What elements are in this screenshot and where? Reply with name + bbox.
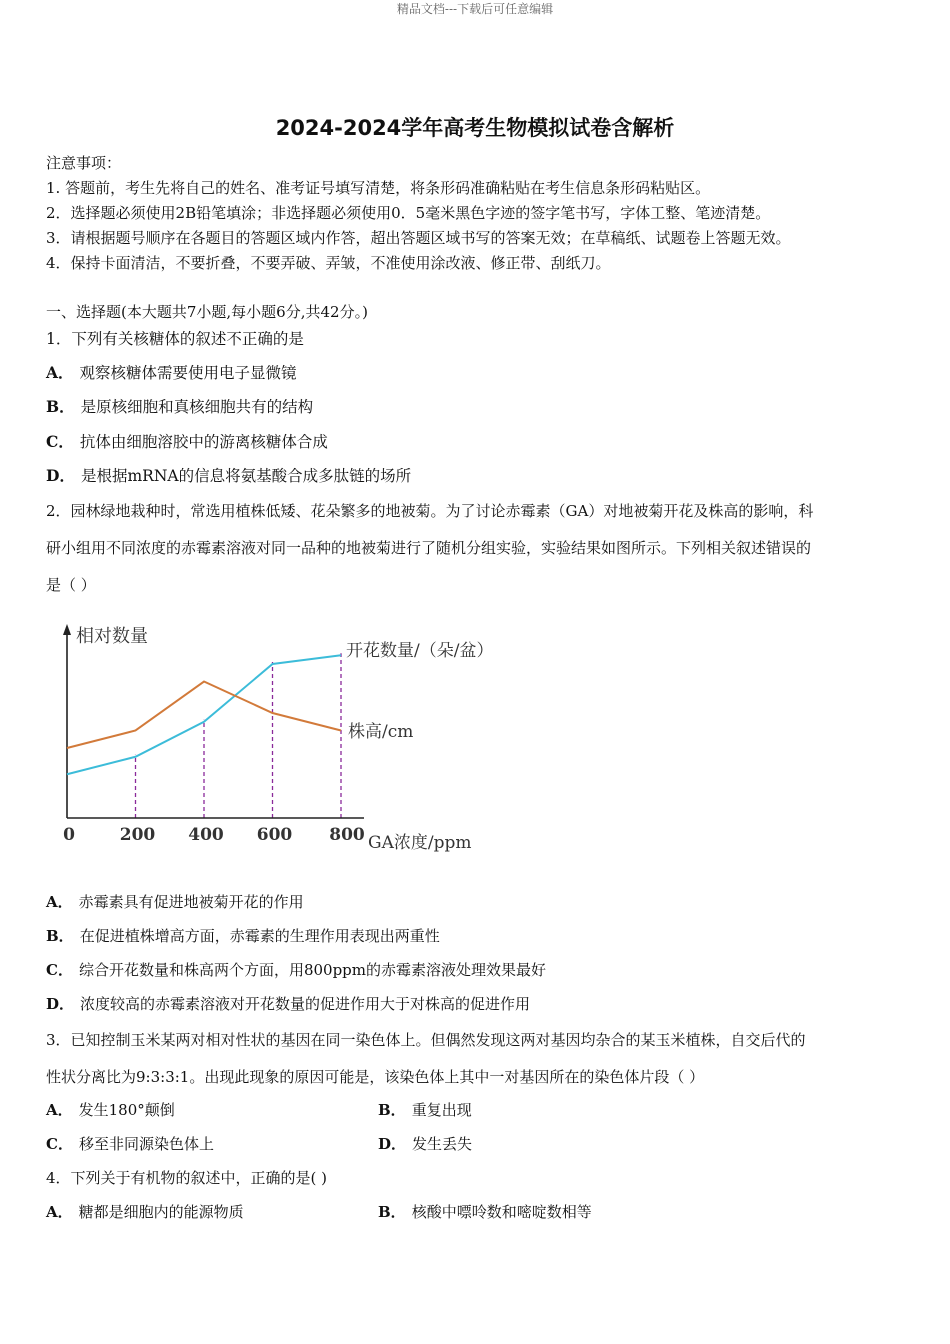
q2-option-a xyxy=(46,891,304,912)
option-label: D． xyxy=(46,995,75,1013)
q1-option-c xyxy=(46,430,328,452)
question-2-stem: 2．园林绿地栽种时，常选用植株低矮、花朵繁多的地被菊。为了讨论赤霉素（GA）对地被菊开花及株高的影响，科 xyxy=(46,502,814,520)
option-label: C． xyxy=(46,432,74,451)
option-text: 发生丢失 xyxy=(412,1135,473,1153)
option-text: 是原核细胞和真核细胞共有的结构 xyxy=(80,398,314,416)
question-1-stem: 1．下列有关核糖体的叙述不正确的是 xyxy=(46,330,304,348)
option-label: B． xyxy=(378,1101,406,1119)
question-4-stem: 4．下列关于有机物的叙述中，正确的是( ) xyxy=(46,1169,328,1187)
notice-item: 3．请根据题号顺序在各题目的答题区域内作答，超出答题区域书写的答案无效；在草稿纸、试题卷上答题无效。 xyxy=(46,229,791,247)
option-label: B． xyxy=(46,927,74,945)
option-label: B． xyxy=(46,397,75,416)
option-text: 核酸中嘌呤数和嘧啶数相等 xyxy=(411,1203,592,1221)
option-text: 移至非同源染色体上 xyxy=(78,1135,214,1153)
q2-option-b xyxy=(46,925,440,946)
option-label: A． xyxy=(46,1203,73,1221)
q3-option-c xyxy=(46,1133,214,1154)
option-label: A． xyxy=(46,1101,73,1119)
option-text: 赤霉素具有促进地被菊开花的作用 xyxy=(78,893,304,911)
option-label: B． xyxy=(378,1203,406,1221)
question-2-stem: 研小组用不同浓度的赤霉素溶液对同一品种的地被菊进行了随机分组实验，实验结果如图所示。下列相关叙述错误的 xyxy=(46,539,812,557)
question-3-stem: 性状分离比为9:3:3:1。出现此现象的原因可能是，该染色体上其中一对基因所在的染色体片段（ ） xyxy=(46,1068,705,1086)
x-tick-label: 800 xyxy=(329,825,365,845)
ga-chart xyxy=(46,615,496,865)
question-2-stem: 是（ ） xyxy=(46,576,96,594)
option-label: D． xyxy=(46,466,75,485)
x-tick-label: 0 xyxy=(63,825,75,845)
question-3-stem: 3．已知控制玉米某两对相对性状的基因在同一染色体上。但偶然发现这两对基因均杂合的某玉米植株，自交后代的 xyxy=(46,1031,806,1049)
option-text: 抗体由细胞溶胶中的游离核糖体合成 xyxy=(79,433,328,451)
option-text: 是根据mRNA的信息将氨基酸合成多肽链的场所 xyxy=(80,467,412,485)
x-tick-label: 600 xyxy=(256,825,293,845)
x-tick-label: 400 xyxy=(188,825,224,845)
notice-item: 1. 答题前，考生先将自己的姓名、准考证号填写清楚，将条形码准确粘贴在考生信息条形码粘贴区。 xyxy=(46,179,711,197)
option-text: 发生180°颠倒 xyxy=(78,1101,175,1119)
q2-option-c xyxy=(46,959,546,980)
option-label: A． xyxy=(46,363,74,382)
option-label: C． xyxy=(46,1135,73,1153)
option-text: 重复出现 xyxy=(411,1101,472,1119)
q1-option-b xyxy=(46,395,313,417)
q3-option-d xyxy=(378,1133,472,1154)
y-axis-label: 相对数量 xyxy=(76,626,148,647)
option-label: D． xyxy=(378,1135,407,1153)
q3-option-b xyxy=(378,1099,472,1120)
q3-option-a xyxy=(46,1099,175,1120)
q1-option-a xyxy=(46,361,297,383)
q4-option-b xyxy=(378,1201,592,1222)
option-label: A． xyxy=(46,893,73,911)
option-text: 糖都是细胞内的能源物质 xyxy=(78,1203,244,1221)
x-axis-label: GA浓度/ppm xyxy=(368,833,472,853)
notice-item: 4．保持卡面清洁，不要折叠，不要弄破、弄皱，不准使用涂改液、修正带、刮纸刀。 xyxy=(46,254,611,272)
page-header: 精品文档---下载后可任意编辑 xyxy=(396,2,554,16)
option-label: C． xyxy=(46,961,73,979)
notice-item: 2．选择题必须使用2B铅笔填涂；非选择题必须使用0．5毫米黑色字迹的签字笔书写，字体工整、笔迹清楚。 xyxy=(46,204,771,222)
option-text: 浓度较高的赤霉素溶液对开花数量的促进作用大于对株高的促进作用 xyxy=(80,995,531,1013)
option-text: 综合开花数量和株高两个方面，用800ppm的赤霉素溶液处理效果最好 xyxy=(78,961,547,979)
option-text: 在促进植株增高方面，赤霉素的生理作用表现出两重性 xyxy=(79,927,440,945)
x-tick-label: 200 xyxy=(119,825,156,845)
notice-heading: 注意事项： xyxy=(46,154,122,172)
q4-option-a xyxy=(46,1201,244,1222)
series-label-plant-height: 株高/cm xyxy=(348,722,414,742)
option-text: 观察核糖体需要使用电子显微镜 xyxy=(79,364,297,382)
section-heading: 一、选择题(本大题共7小题,每小题6分,共42分。) xyxy=(46,303,368,321)
q1-option-d xyxy=(46,464,411,486)
y-axis-arrow xyxy=(63,624,71,635)
series-label-flower-count: 开花数量/（朵/盆） xyxy=(346,641,494,661)
page-title: 2024-2024学年高考生物模拟试卷含解析 xyxy=(275,116,675,140)
q2-option-d xyxy=(46,993,530,1014)
series-line-0 xyxy=(67,655,341,774)
